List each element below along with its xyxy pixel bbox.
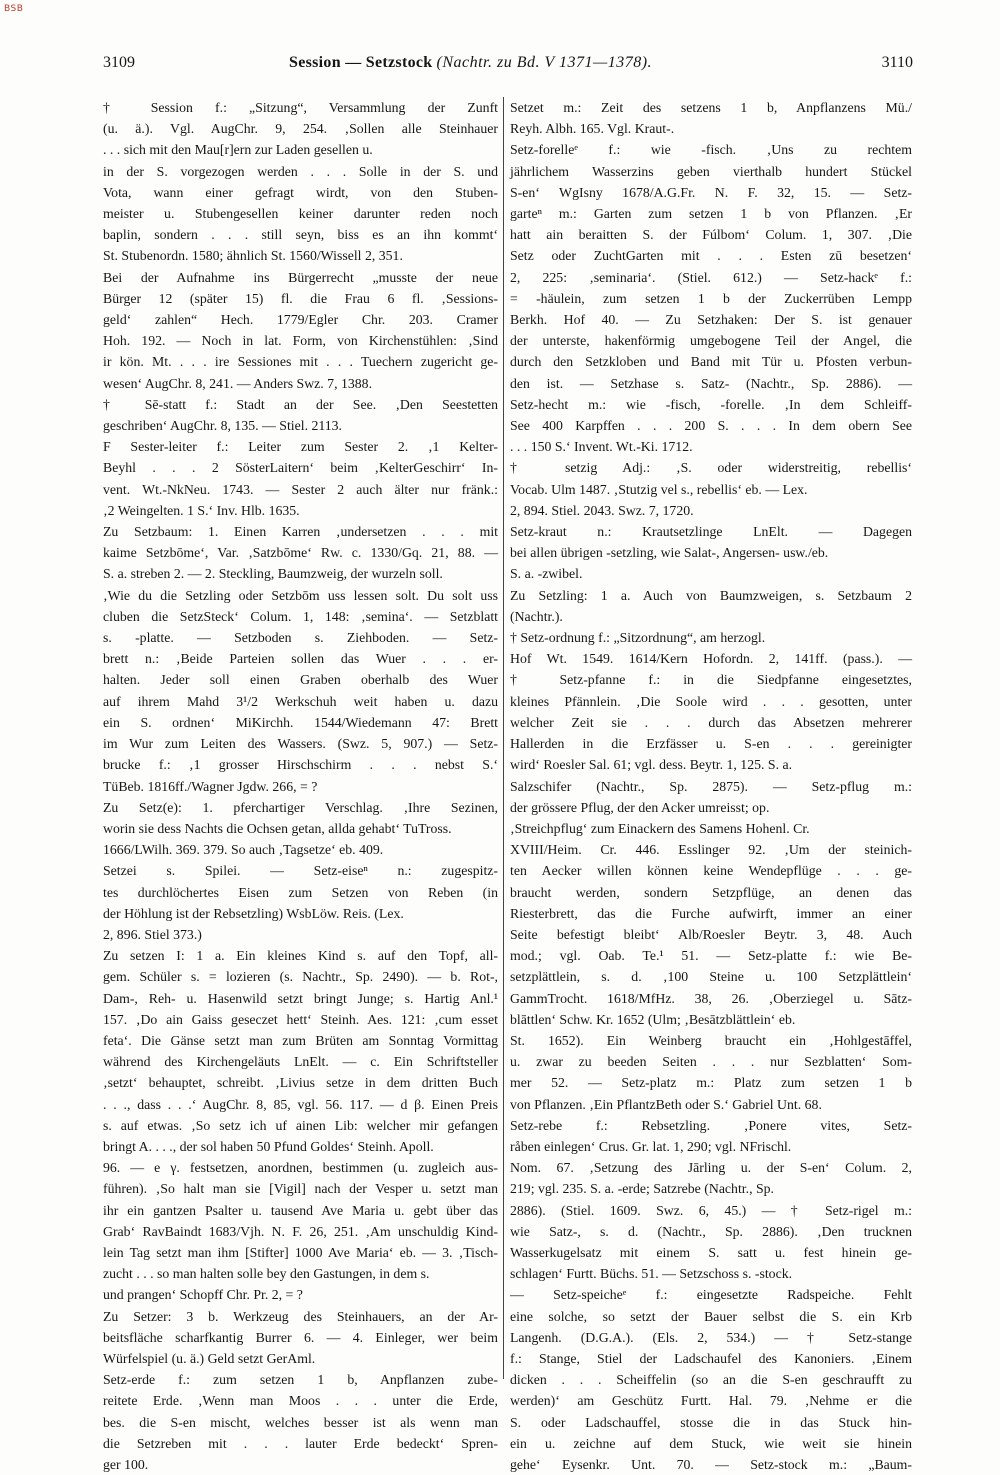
- text-line: † setzig Adj.: ‚S. oder widerstreitig, rebellis‘: [510, 460, 912, 476]
- text-line: Hof Wt. 1549. 1614/Kern Hofordn. 2, 141ff. (pass.). —: [510, 651, 912, 667]
- text-line: führen). ‚So halt man sie [Vigil] nach der Vesper u. setzt man: [103, 1181, 498, 1197]
- text-line: ‚2 Weingelten. 1 S.‘ Inv. Hlb. 1635.: [103, 502, 300, 518]
- text-line: der grössere Pflug, der den Acker umreisst; op.: [510, 799, 770, 815]
- text-line: braucht werden, sondern Setzpflüge, an denen das: [510, 884, 912, 900]
- text-line: bei allen übrigen -setzling, wie Salat-, Angersen- usw./eb.: [510, 545, 829, 561]
- text-line: dicken . . . Scheiffelin (so an die S-en geschraufft zu: [510, 1372, 912, 1388]
- text-line: und prangen‘ Schopff Chr. Pr. 2, = ?: [103, 1287, 303, 1303]
- text-line: gehe‘ Eysenkr. Unt. 70. — Setz-stock m.: „Baum-: [510, 1457, 912, 1472]
- text-line: Hallerden in die Erzfässer u. S-en . . . gereinigter: [510, 736, 912, 752]
- text-line: der unterste, hakenförmig umgebogene Teil der Angel, die: [510, 333, 912, 349]
- text-line: setzplättlein, s. d. ‚100 Steine u. 100 Setzplättlein‘: [510, 969, 912, 985]
- text-line: XVIII/Heim. Cr. 446. Esslinger 92. ‚Um der steinich-: [510, 842, 912, 858]
- text-line: kaime Setzbōme‘, Var. ‚Satzbōme‘ Rw. c. 1330/Gq. 21, 88. —: [103, 545, 498, 561]
- text-line: See 400 Karpffen . . . 200 S. . . . In dem obern See: [510, 418, 912, 434]
- text-line: Setz-rebe f.: Rebsetzling. ‚Ponere vites, Setz-: [510, 1117, 912, 1133]
- text-line: die Setzreben mit . . . lauter Erde bedeckt‘ Spren-: [103, 1435, 498, 1451]
- text-line: mer 52. — Setz-platz m.: Platz zum setzen 1 b: [510, 1075, 912, 1091]
- text-line: (u. ä.). Vgl. AugChr. 9, 254. ‚Sollen alle Steinhauer: [103, 121, 498, 137]
- text-line: welcher Zeit sie . . . durch das Absetzen mehrerer: [510, 714, 912, 730]
- text-line: Zu Setz(e): 1. pferchartiger Verschlag. ‚Ihre Sezinen,: [103, 799, 498, 815]
- text-line: Langenh. (D.G.A.). (Els. 2, 534.) — † Setz-stange: [510, 1329, 912, 1345]
- text-line: St. Stubenordn. 1580; ähnlich St. 1560/Wissell 2, 351.: [103, 248, 403, 264]
- text-line: Vocab. Ulm 1487. ‚Stutzig vel s., rebellis‘ eb. — Lex.: [510, 481, 808, 497]
- text-line: kleines Pfännlein. ‚Die Soole wird . . . gesotten, unter: [510, 693, 912, 709]
- text-line: Bürger 12 (später 15) fl. die Frau 6 fl. ‚Sessions-: [103, 290, 498, 306]
- text-line: geld‘ zahlen“ Hech. 1779/Egler Chr. 203. Cramer: [103, 312, 498, 328]
- text-line: im Wur zum Leiten des Wassers. (Swz. 5, 907.) — Setz-: [103, 736, 498, 752]
- text-line: Zu Setzling: 1 a. Auch von Baumzweigen, s. Setzbaum 2: [510, 587, 912, 603]
- text-line: der Höhlung ist der Rebsetzling) WsbLöw. Reis. (Lex.: [103, 905, 404, 921]
- text-line: ir kön. Mt. . . . ire Sessiones mit . . . Tuechern zugericht ge-: [103, 354, 498, 370]
- text-line: wird‘ Roesler Sal. 61; vgl. dess. Beytr. 1, 125. S. a.: [510, 757, 793, 773]
- text-line: Setz-erde f.: zum setzen 1 b, Anpflanzen zube-: [103, 1372, 498, 1388]
- text-line: worin sie dess Nachts die Ochsen getan, allda gehabt‘ TuTross.: [103, 820, 452, 836]
- text-line: mod.; vgl. Oab. Te.¹ 51. — Setz-platte f.: wie Be-: [510, 948, 912, 964]
- text-line: bes. die S-en mischt, welches besser ist als wenn man: [103, 1414, 498, 1430]
- text-line: † Setz-pfanne f.: in die Siedpfanne eingesetztes,: [510, 672, 912, 688]
- library-stamp: BSB: [4, 4, 24, 14]
- text-line: TüBeb. 1816ff./Wagner Jgdw. 266, = ?: [103, 778, 318, 794]
- text-line: baplin, sondern . . . still seyn, biss es an ihn kommt‘: [103, 227, 498, 243]
- text-line: . . ., dass . . .‘ AugChr. 8, 85, vgl. 56. 117. — d β. Einen Preis: [103, 1096, 498, 1112]
- text-line: † Sē-statt f.: Stadt an der See. ‚Den Seestetten: [103, 396, 498, 412]
- text-line: eine solche, so setzt der Bauer selbst die S. ein Krb: [510, 1308, 912, 1324]
- text-line: gem. Schüler s. = lozieren (s. Nachtr., Sp. 2490). — b. Rot-,: [103, 969, 498, 985]
- text-line: meister u. Stubengesellen keiner darunter reden noch: [103, 206, 498, 222]
- text-line: schlagen‘ Furtt. Büchs. 51. — Setzschoss s. -stock.: [510, 1266, 793, 1282]
- text-line: Zu Setzbaum: 1. Einen Karren ‚undersetzen . . . mit: [103, 524, 498, 540]
- text-line: vent. Wt.-NkNeu. 1743. — Sester 2 auch älter nur fränk.:: [103, 481, 498, 497]
- text-line: s. -platte. — Setzboden s. Ziehboden. — Setz-: [103, 630, 498, 646]
- text-line: halten. Jeder soll einen Graben oberhalb des Wuer: [103, 672, 498, 688]
- text-line: 1666/LWilh. 369. 379. So auch ‚Tagsetze‘ eb. 409.: [103, 842, 384, 858]
- text-line: brucke f.: ‚1 grosser Hirschschirm . . . nebst S.‘: [103, 757, 498, 773]
- text-line: Seite befestigt bleibt‘ Alb/Roesler Beytr. 3, 48. Auch: [510, 926, 912, 942]
- text-line: . . . sich mit den Mau[r]ern zur Laden gesellen u.: [103, 142, 373, 158]
- text-line: 219; vgl. 235. S. a. -erde; Satzrebe (Nachtr., Sp.: [510, 1181, 774, 1197]
- page-header: [103, 54, 913, 78]
- text-line: † Session f.: „Sitzung“, Versammlung der Zunft: [103, 100, 498, 115]
- text-line: lein Tag setzt man ihm [Stifter] 1000 Ave Maria‘ eb. — 3. ‚Tisch-: [103, 1244, 498, 1260]
- text-line: S-en‘ WgIsny 1678/A.G.Fr. N. F. 32, 15. — Setz-: [510, 184, 912, 200]
- text-line: † Setz-ordnung f.: „Sitzordnung“, am herzogl.: [510, 630, 766, 646]
- text-line: Riesterbrett, das die Furche aufwirft, immer an einer: [510, 905, 912, 921]
- running-title: [289, 54, 652, 72]
- text-line: — Setz-speicheᵉ f.: eingesetzte Radspeiche. Fehlt: [510, 1287, 912, 1303]
- text-line: ein S. ordnen‘ MiKirchh. 1544/Wiedemann 47: Brett: [103, 714, 498, 730]
- text-line: tes durchlöchertes Eisen zum Setzen von Reben (in: [103, 884, 498, 900]
- text-line: 2886). (Stiel. 1609. Swz. 6, 45.) — † Setz-rigel m.:: [510, 1202, 912, 1218]
- text-line: brett n.: ‚Beide Parteien sollen das Wuer . . . er-: [103, 651, 498, 667]
- text-line: Zu setzen I: 1 a. Ein kleines Kind s. auf den Topf, all-: [103, 948, 498, 964]
- text-line: S. a. streben 2. — 2. Steckling, Baumzweig, der wurzeln soll.: [103, 566, 443, 582]
- text-line: 2, 225: ‚seminaria‘. (Stiel. 612.) — Setz-hackᵉ f.:: [510, 269, 912, 285]
- text-line: Reyh. Albh. 165. Vgl. Kraut-.: [510, 121, 675, 137]
- text-line: f.: Stange, Stiel der Ladschaufel des Kanoniers. ‚Einem: [510, 1350, 912, 1366]
- text-line: geschriben‘ AugChr. 8, 135. — Stiel. 2113.: [103, 418, 342, 434]
- text-line: GammTrocht. 1618/MfHz. 38, 26. ‚Oberziegel u. Sātz-: [510, 990, 912, 1006]
- text-line: ihr ein gantzen Psalter u. tausend Ave Maria u. gebt über das: [103, 1202, 498, 1218]
- text-line: durch den Setzkloben und Band mit Tür u. Pfosten verbun-: [510, 354, 912, 370]
- text-line: beitsfläche scharfkantig Burrer 6. — 4. Einleger, wer beim: [103, 1329, 498, 1345]
- running-title-headwords: Session — Setzstock: [289, 54, 433, 71]
- text-line: (Nachtr.).: [510, 608, 563, 624]
- text-line: Dam-, Reh- u. Hasenwild setzt bringt Junge; s. Hartig Anl.¹: [103, 990, 498, 1006]
- text-line: Setz-kraut n.: Krautsetzlinge LnElt. — Dagegen: [510, 524, 912, 540]
- text-line: ten Aecker willen können keine Wendepflüge . . . ge-: [510, 863, 912, 879]
- text-line: Grab‘ RavBaindt 1683/Vjh. N. F. 26, 251. ‚Am unschuldig Kind-: [103, 1223, 498, 1239]
- text-line: feta‘. Die Gänse setzt man zum Brüten am Sonntag Vormittag: [103, 1032, 498, 1048]
- text-line: reitete Erde. ‚Wenn man Moos . . . unter die Erde,: [103, 1393, 498, 1409]
- text-line: Hoh. 192. — Noch in lat. Form, von Kirchenstühlen: ‚Sind: [103, 333, 498, 349]
- text-line: Setzei s. Spilei. — Setz-eiseⁿ n.: zugespitz-: [103, 863, 498, 879]
- text-line: 2, 896. Stiel 373.): [103, 926, 202, 942]
- running-title-reference: (Nachtr. zu Bd. V 1371—1378).: [436, 54, 653, 71]
- text-line: zucht . . . so man halten solle bey den Gastungen, in dem s.: [103, 1266, 430, 1282]
- text-line: hatt ain beraitten S. der Fúlbom‘ Colum. 1, 307. ‚Die: [510, 227, 912, 243]
- text-line: råben einlegen‘ Crus. Gr. lat. 1, 290; vgl. NFrischl.: [510, 1138, 792, 1154]
- text-line: während des Kirchengeläuts LnElt. — c. Ein Schriftsteller: [103, 1054, 498, 1070]
- text-line: F Sester-leiter f.: Leiter zum Sester 2. ‚1 Kelter-: [103, 439, 498, 455]
- text-line: Würfelspiel (u. ä.) Geld setzt GerAml.: [103, 1350, 316, 1366]
- text-line: ‚setzt‘ behauptet, schreibt. ‚Livius setze in dem dritten Buch: [103, 1075, 498, 1091]
- text-line: 96. — e γ. festsetzen, anordnen, bestimmen (u. zugleich aus-: [103, 1160, 498, 1176]
- text-line: Bei der Aufnahme ins Bürgerrecht „musste der neue: [103, 269, 498, 285]
- text-line: Wasserkugelsatz mit einem S. satt u. fest hinein ge-: [510, 1244, 912, 1260]
- text-line: Zu Setzer: 3 b. Werkzeug des Steinhauers, an der Ar-: [103, 1308, 498, 1324]
- text-line: St. 1652). Ein Weinberg braucht ein ‚Hohlgestāffel,: [510, 1032, 912, 1048]
- text-line: Nom. 67. ‚Setzung des Jārling u. der S-en‘ Colum. 2,: [510, 1160, 912, 1176]
- text-line: bringt A. . . ., der sol haben 50 Pfund Goldes‘ Steinh. Apoll.: [103, 1138, 434, 1154]
- text-line: Beyhl . . . 2 SösterLaitern‘ beim ‚KelterGeschirr‘ In-: [103, 460, 498, 476]
- text-line: wie Satz-, s. d. (Nachtr., Sp. 2886). ‚Den trucknen: [510, 1223, 912, 1239]
- text-line: Salzschifer (Nachtr., Sp. 2875). — Setz-pflug m.:: [510, 778, 912, 794]
- text-line: S. a. -zwibel.: [510, 566, 583, 582]
- text-line: ger 100.: [103, 1457, 149, 1472]
- text-line: garteⁿ m.: Garten zum setzen 1 b von Pflanzen. ‚Er: [510, 206, 912, 222]
- text-line: u. zwar zu beeden Seiten . . . nur Sezblatten‘ Som-: [510, 1054, 912, 1070]
- text-line: jährlichem Wasserzins geben vierthalb hundert Stückel: [510, 163, 912, 179]
- left-column: [103, 97, 498, 1472]
- text-line: . . . 150 S.‘ Invent. Wt.-Ki. 1712.: [510, 439, 693, 455]
- text-line: Setz oder ZuchtGarten mit . . . Esten zū besetzen‘: [510, 248, 912, 264]
- text-line: S. oder Ladschauffel, stosse die in das Stuck hin-: [510, 1414, 912, 1430]
- text-line: Vota, wann einer gefragt wirdt, von den Stuben-: [103, 184, 498, 200]
- text-line: Setz-hecht m.: wie -fisch, -forelle. ‚In dem Schleiff-: [510, 396, 912, 412]
- text-line: 2, 894. Stiel. 2043. Swz. 7, 1720.: [510, 502, 694, 518]
- text-line: s. auf etwas. ‚So setz ich uf ainen Lib: welcher mir gefangen: [103, 1117, 498, 1133]
- text-line: den ist. — Setzhase s. Satz- (Nachtr., Sp. 2886). —: [510, 375, 912, 391]
- right-column: [510, 97, 912, 1472]
- text-line: Setzet m.: Zeit des setzens 1 b, Anpflanzens Mü./: [510, 100, 912, 115]
- page-number-right: 3110: [881, 54, 913, 71]
- text-line: in der S. vorgezogen werden . . . Solle in der S. und: [103, 163, 498, 179]
- text-line: = -häulein, zum setzen 1 b der Zuckerrüben Lempp: [510, 290, 912, 306]
- text-line: von Pflanzen. ‚Ein PflantzBeth oder S.‘ Gabriel Unt. 68.: [510, 1096, 822, 1112]
- text-line: auf ihrem Mahd 3¹/2 Werkschuh weit haben u. dazu: [103, 693, 498, 709]
- column-divider: [503, 97, 504, 1379]
- text-line: cluben die SetzSteck‘ Colum. 1, 148: ‚semina‘. — Setzblatt: [103, 608, 498, 624]
- text-line: 157. ‚Do ain Gaiss geseczet hett‘ Steinh. Aes. 121: ‚cum esset: [103, 1011, 498, 1027]
- text-line: Berkh. Hof 40. — Zu Setzhaken: Der S. ist genauer: [510, 312, 912, 328]
- text-line: werden)‘ am Geschütz Furtt. Hal. 79. ‚Nehme er die: [510, 1393, 912, 1409]
- text-line: ein u. zeichne auf dem Stuck, wie weit sie hinein: [510, 1435, 912, 1451]
- text-line: wesen‘ AugChr. 8, 241. — Anders Swz. 7, 1388.: [103, 375, 373, 391]
- text-line: Setz-forelleᵉ f.: wie -fisch. ‚Uns zu rechtem: [510, 142, 912, 158]
- text-line: ‚Streichpflug‘ zum Einackern des Samens Hohenl. Cr.: [510, 820, 810, 836]
- text-line: ‚Wie du die Setzling oder Setzbōm uss lessen solt. Du solt uss: [103, 587, 498, 603]
- text-line: blāttlen‘ Schw. Kr. 1652 (Ulm; ‚Besātzblättlein‘ eb.: [510, 1011, 796, 1027]
- page-number-left: 3109: [103, 54, 135, 71]
